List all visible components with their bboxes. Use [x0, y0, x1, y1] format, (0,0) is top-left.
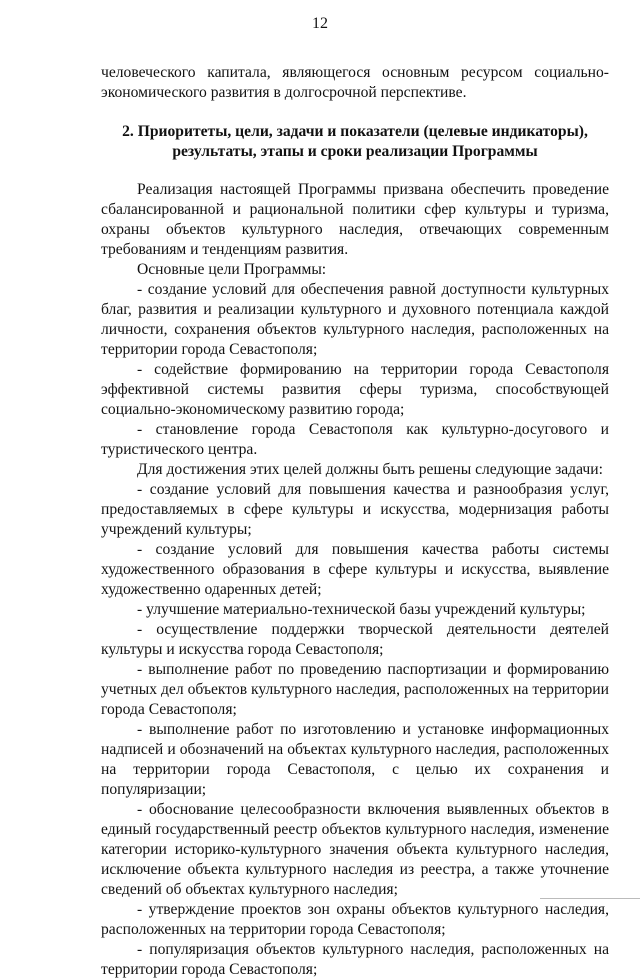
task-item: - улучшение материально-технической базы учреждений культуры;	[137, 601, 586, 618]
intro-paragraph: человеческого капитала, являющегося основным ресурсом социально-экономического развития в долгосрочной перспективе.	[101, 64, 609, 101]
task-item: - создание условий для повышения качества и разнообразия услуг, предоставляемых в сфере культуры и искусства, модернизация работы учреждений культуры;	[101, 481, 609, 538]
goal-item: - создание условий для обеспечения равной доступности культурных благ, развития и реализации культурного и духовного потенциала каждой личности, сохранения объектов культурного наследия, расположенных на территории города Севастополя;	[101, 281, 609, 358]
section-heading: 2. Приоритеты, цели, задачи и показатели (целевые индикаторы), результаты, этапы и сроки реализации Программы	[122, 123, 588, 160]
tasks-list	[101, 480, 609, 980]
task-item: - создание условий для повышения качества работы системы художественного образования в сфере культуры и искусства, выявление художественно одаренных детей;	[101, 541, 609, 598]
goal-item: - становление города Севастополя как культурно-досугового и туристического центра.	[101, 421, 609, 458]
document-body	[101, 63, 609, 980]
scan-edge-line	[540, 898, 640, 899]
task-item: - обоснование целесообразности включения выявленных объектов в единый государственный реестр объектов культурного наследия, изменение категории историко-культурного значения объекта культурного наследия, исключение объекта культурного наследия из реестра, а также уточнение сведений об объектах культурного наследия;	[101, 801, 609, 898]
task-item: - осуществление поддержки творческой деятельности деятелей культуры и искусства города Севастополя;	[101, 621, 609, 658]
page-number: 12	[312, 15, 328, 32]
tasks-intro: Для достижения этих целей должны быть решены следующие задачи:	[137, 461, 603, 478]
task-item: - выполнение работ по изготовлению и установке информационных надписей и обозначений на объектах культурного наследия, расположенных на территории города Севастополя, с целью их сохранения и популяризации;	[101, 721, 609, 798]
goals-intro: Основные цели Программы:	[137, 261, 327, 278]
goal-item: - содействие формированию на территории города Севастополя эффективной системы развития сферы туризма, способствующей социально-экономическому развитию города;	[101, 361, 609, 418]
goals-list	[101, 280, 609, 460]
paragraph-program-purpose: Реализация настоящей Программы призвана обеспечить проведение сбалансированной и рациональной политики сфер культуры и туризма, охраны объектов культурного наследия, отвечающих современным требованиям и тенденциям развития.	[101, 181, 609, 258]
task-item: - утверждение проектов зон охраны объектов культурного наследия, расположенных на территории города Севастополя;	[101, 901, 609, 938]
task-item: - популяризация объектов культурного наследия, расположенных на территории города Севастополя;	[101, 941, 609, 978]
task-item: - выполнение работ по проведению паспортизации и формированию учетных дел объектов культурного наследия, расположенных на территории города Севастополя;	[101, 661, 609, 718]
